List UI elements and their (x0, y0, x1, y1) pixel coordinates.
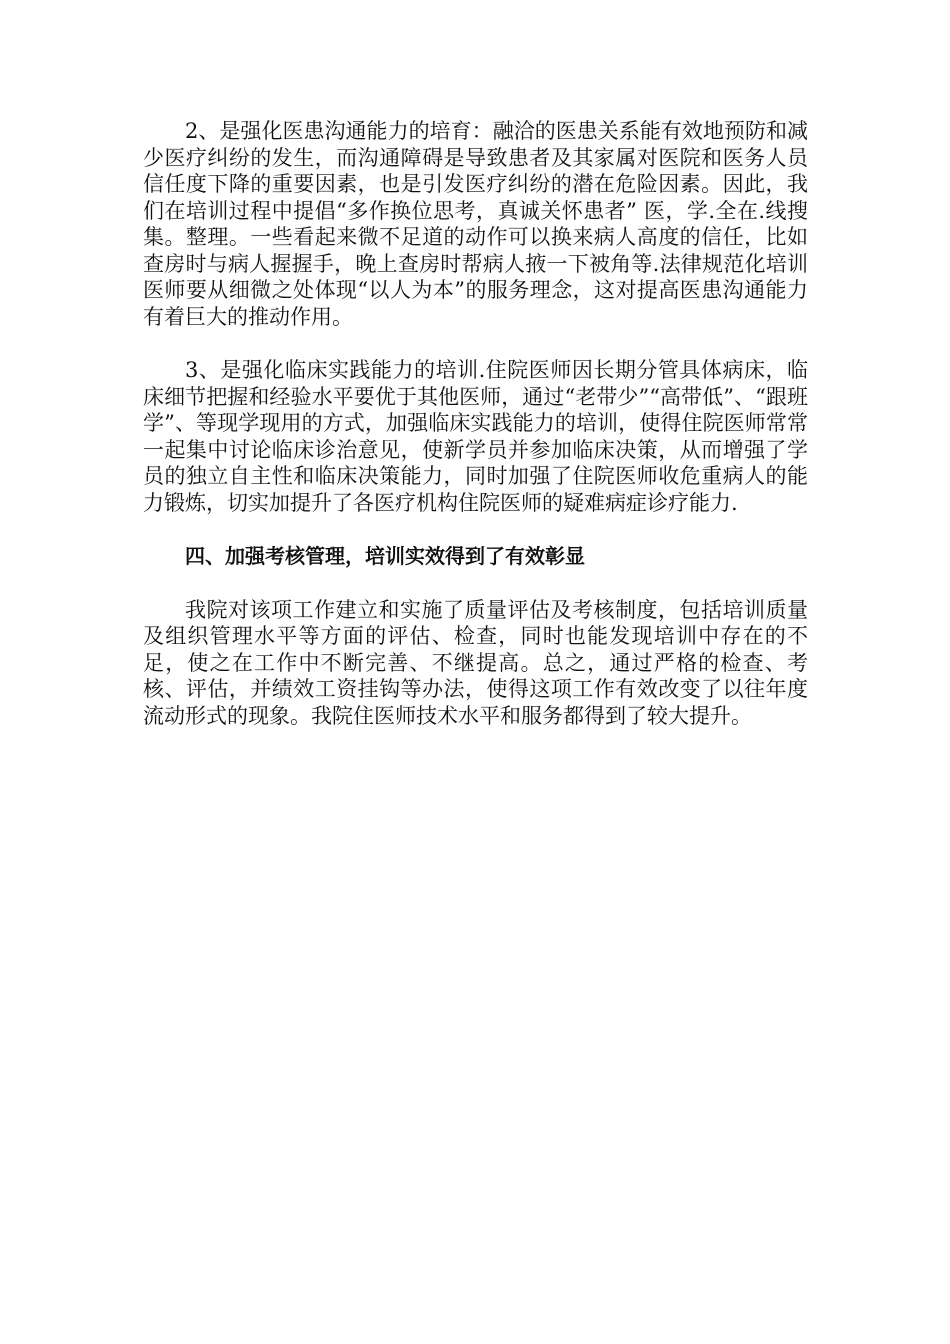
document-body (143, 118, 808, 729)
paragraph-assessment-system: 我院对该项工作建立和实施了质量评估及考核制度，包括培训质量及组织管理水平等方面的评估、检查，同时也能发现培训中存在的不足，使之在工作中不断完善、不继提高。总之，通过严格的检查、考核、评估，并绩效工资挂钩等办法，使得这项工作有效改变了以往年度流动形式的现象。我院住医师技术水平和服务都得到了较大提升。 (143, 597, 808, 728)
section-heading-assessment: 四、加强考核管理，培训实效得到了有效彰显 (185, 544, 585, 568)
paragraph-clinical-practice-training: 3、是强化临床实践能力的培训.住院医师因长期分管具体病床，临床细节把握和经验水平要优于其他医师，通过“老带少”“高带低”、“跟班学”、等现学现用的方式，加强临床实践能力的培训，使得住院医师常常一起集中讨论临床诊治意见，使新学员并参加临床决策，从而增强了学员的独立自主性和临床决策能力，同时加强了住院医师收危重病人的能力锻炼，切实加提升了各医疗机构住院医师的疑难病症诊疗能力. (143, 358, 808, 515)
paragraph-communication-training: 2、是强化医患沟通能力的培育：融洽的医患关系能有效地预防和减少医疗纠纷的发生，而沟通障碍是导致患者及其家属对医院和医务人员信任度下降的重要因素，也是引发医疗纠纷的潜在危险因素。因此，我们在培训过程中提倡“多作换位思考，真诚关怀患者” 医，学.全在.线搜集。整理。一些看起来微不足道的动作可以换来病人高度的信任，比如查房时与病人握握手，晚上查房时帮病人掖一下被角等.法律规范化培训医师要从细微之处体现“以人为本”的服务理念，这对提高医患沟通能力有着巨大的推动作用。 (143, 119, 808, 329)
